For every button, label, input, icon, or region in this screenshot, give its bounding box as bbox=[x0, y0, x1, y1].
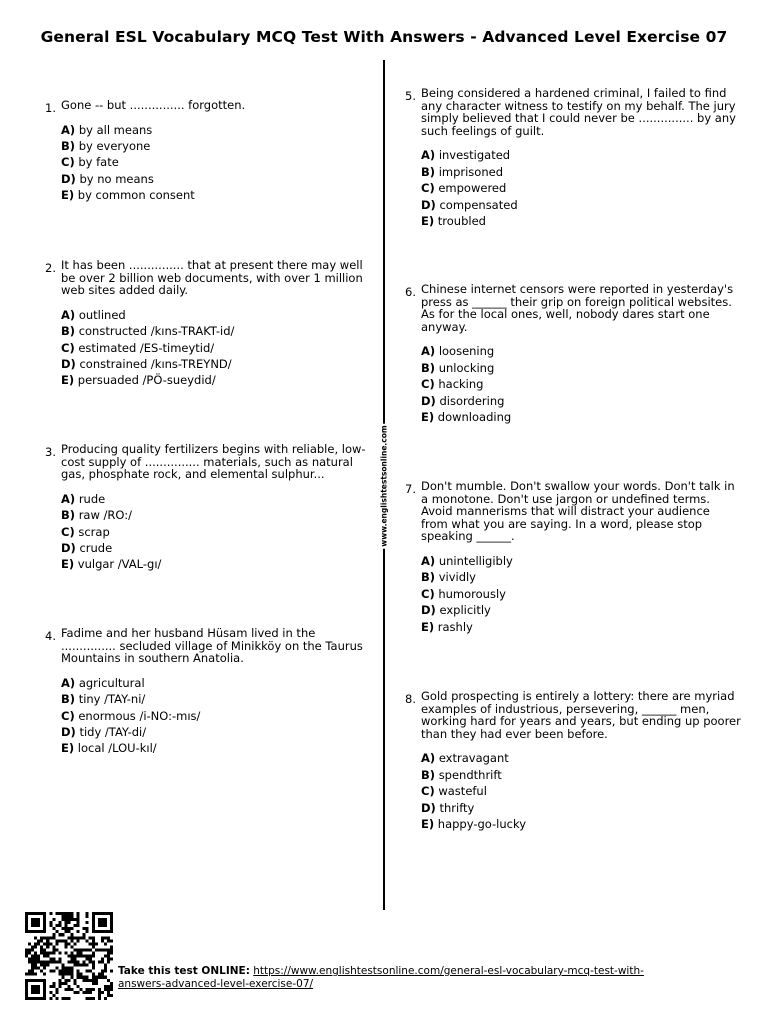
option-text: by no means bbox=[79, 171, 154, 186]
option-text: hacking bbox=[438, 377, 484, 392]
option-item[interactable] bbox=[421, 360, 739, 376]
option-letter: A) bbox=[421, 148, 436, 163]
option-list bbox=[421, 553, 739, 635]
option-letter: D) bbox=[421, 800, 436, 815]
option-item[interactable] bbox=[61, 372, 366, 388]
question-7 bbox=[405, 479, 739, 635]
question-stem: It has been ............... that at present there may well be over 2 billion web documents, with over 1 million web sites added daily. bbox=[61, 258, 363, 298]
option-letter: D) bbox=[61, 724, 76, 739]
option-text: by common consent bbox=[77, 188, 195, 203]
question-number: 3. bbox=[45, 445, 56, 459]
option-item[interactable] bbox=[421, 213, 739, 229]
option-item[interactable] bbox=[421, 409, 739, 425]
option-item[interactable] bbox=[61, 323, 366, 339]
option-letter: A) bbox=[421, 344, 436, 359]
option-text: by all means bbox=[78, 122, 153, 137]
option-letter: E) bbox=[61, 557, 75, 572]
option-text: compensated bbox=[439, 197, 518, 212]
option-item[interactable] bbox=[61, 691, 366, 707]
option-text: unlocking bbox=[438, 360, 495, 375]
option-letter: D) bbox=[61, 540, 76, 555]
option-item[interactable] bbox=[421, 553, 739, 569]
option-text: persuaded /PÖ-sueydid/ bbox=[77, 373, 216, 388]
option-letter: D) bbox=[421, 197, 436, 212]
side-watermark-text: www.englishtestsonline.com bbox=[379, 425, 389, 547]
option-letter: E) bbox=[421, 213, 435, 228]
option-letter: E) bbox=[421, 409, 435, 424]
question-number: 2. bbox=[45, 261, 56, 275]
option-text: local /LOU-kıl/ bbox=[77, 741, 157, 756]
qr-code-icon[interactable] bbox=[25, 912, 113, 1000]
option-text: enormous /i-NO:-mıs/ bbox=[78, 708, 201, 723]
option-letter: D) bbox=[421, 393, 436, 408]
option-text: troubled bbox=[437, 213, 486, 228]
option-item[interactable] bbox=[421, 180, 739, 196]
option-text: constructed /kıns-TRAKT-id/ bbox=[78, 324, 235, 339]
option-text: rude bbox=[78, 491, 106, 506]
question-stem: Fadime and her husband Hüsam lived in the ............... secluded village of Minikköy on the Taurus Mountains in southern Anatolia. bbox=[61, 626, 363, 666]
option-letter: A) bbox=[61, 307, 76, 322]
option-text: constrained /kıns-TREYND/ bbox=[79, 356, 232, 371]
option-letter: D) bbox=[421, 603, 436, 618]
question-stem: Gold prospecting is entirely a lottery: there are myriad examples of industrious, persevering, ______ men, working hard for years and years, but ending up poorer than they had ever been before. bbox=[421, 689, 741, 741]
option-text: disordering bbox=[439, 393, 505, 408]
option-text: empowered bbox=[438, 181, 507, 196]
option-letter: E) bbox=[61, 741, 75, 756]
option-letter: C) bbox=[421, 181, 435, 196]
option-item[interactable] bbox=[421, 800, 741, 816]
option-letter: B) bbox=[61, 138, 76, 153]
option-letter: B) bbox=[61, 692, 76, 707]
option-list bbox=[421, 750, 741, 832]
footer-link[interactable]: https://www.englishtestsonline.com/general-esl-vocabulary-mcq-test-with-answers-advanced-level-exercise-07/ bbox=[118, 965, 644, 990]
option-item[interactable] bbox=[61, 340, 366, 356]
option-item[interactable] bbox=[421, 197, 739, 213]
option-letter: E) bbox=[421, 816, 435, 831]
option-item[interactable] bbox=[421, 602, 739, 618]
option-text: agricultural bbox=[78, 675, 145, 690]
question-number: 7. bbox=[405, 482, 416, 496]
option-text: outlined bbox=[78, 307, 126, 322]
footer bbox=[118, 965, 678, 990]
option-list bbox=[61, 122, 366, 204]
option-letter: A) bbox=[61, 675, 76, 690]
option-letter: E) bbox=[421, 619, 435, 634]
option-item[interactable] bbox=[61, 524, 368, 540]
option-item[interactable] bbox=[61, 740, 366, 756]
question-number: 6. bbox=[405, 285, 416, 299]
question-number: 4. bbox=[45, 629, 56, 643]
option-item[interactable] bbox=[421, 164, 739, 180]
option-text: raw /RO:/ bbox=[78, 508, 132, 523]
option-item[interactable] bbox=[421, 816, 741, 832]
option-item[interactable] bbox=[61, 724, 366, 740]
option-item[interactable] bbox=[61, 540, 368, 556]
option-letter: B) bbox=[421, 360, 436, 375]
option-item[interactable] bbox=[61, 356, 366, 372]
option-item[interactable] bbox=[421, 343, 739, 359]
option-letter: B) bbox=[421, 767, 436, 782]
option-letter: A) bbox=[421, 553, 436, 568]
option-text: rashly bbox=[437, 619, 473, 634]
question-2 bbox=[45, 258, 366, 389]
option-text: by everyone bbox=[78, 138, 151, 153]
question-8 bbox=[405, 689, 741, 832]
option-letter: D) bbox=[61, 356, 76, 371]
option-text: estimated /ES-timeytid/ bbox=[78, 340, 215, 355]
option-item[interactable] bbox=[61, 122, 366, 138]
option-letter: A) bbox=[421, 751, 436, 766]
option-letter: B) bbox=[421, 164, 436, 179]
page-title: General ESL Vocabulary MCQ Test With Answers - Advanced Level Exercise 07 bbox=[40, 28, 728, 46]
option-text: humorously bbox=[438, 586, 506, 601]
option-item[interactable] bbox=[421, 569, 739, 585]
option-letter: B) bbox=[61, 324, 76, 339]
option-item[interactable] bbox=[421, 767, 741, 783]
option-letter: A) bbox=[61, 122, 76, 137]
option-item[interactable] bbox=[61, 556, 368, 572]
option-item[interactable] bbox=[61, 307, 366, 323]
option-item[interactable] bbox=[421, 393, 739, 409]
question-stem: Chinese internet censors were reported in yesterday's press as ______ their grip on foreign political websites. As for the local ones, well, nobody dares start one anyway. bbox=[421, 282, 734, 334]
option-item[interactable] bbox=[61, 675, 366, 691]
option-letter: A) bbox=[61, 491, 76, 506]
option-item[interactable] bbox=[421, 750, 741, 766]
option-letter: E) bbox=[61, 188, 75, 203]
option-text: thrifty bbox=[439, 800, 475, 815]
option-letter: C) bbox=[61, 340, 75, 355]
option-item[interactable] bbox=[421, 147, 739, 163]
option-list bbox=[61, 307, 366, 389]
option-item[interactable] bbox=[421, 783, 741, 799]
option-letter: C) bbox=[61, 708, 75, 723]
option-list bbox=[421, 147, 739, 229]
option-letter: C) bbox=[61, 524, 75, 539]
option-item[interactable] bbox=[61, 138, 366, 154]
option-text: vulgar /VAL-gı/ bbox=[77, 557, 162, 572]
option-list bbox=[61, 675, 366, 757]
option-text: scrap bbox=[78, 524, 110, 539]
question-stem: Being considered a hardened criminal, I failed to find any character witness to testify on my behalf. The jury simply believed that I could never be ............... by any such feelings of guilt. bbox=[421, 86, 736, 138]
question-number: 8. bbox=[405, 692, 416, 706]
option-list bbox=[421, 343, 739, 425]
option-item[interactable] bbox=[421, 376, 739, 392]
option-letter: E) bbox=[61, 373, 75, 388]
option-text: unintelligibly bbox=[438, 553, 513, 568]
option-letter: C) bbox=[421, 586, 435, 601]
option-item[interactable] bbox=[61, 507, 368, 523]
option-text: explicitly bbox=[439, 603, 491, 618]
question-stem: Gone -- but ............... forgotten. bbox=[61, 98, 246, 112]
option-list bbox=[61, 491, 368, 573]
option-letter: B) bbox=[421, 570, 436, 585]
option-text: tidy /TAY-di/ bbox=[79, 724, 147, 739]
option-text: spendthrift bbox=[438, 767, 502, 782]
question-1 bbox=[45, 98, 366, 204]
option-item[interactable] bbox=[61, 708, 366, 724]
question-stem: Producing quality fertilizers begins with reliable, low-cost supply of ............... materials, such as natural gas, phosphate rock, and elemental sulphur... bbox=[61, 442, 366, 482]
option-letter: C) bbox=[421, 784, 435, 799]
option-item[interactable] bbox=[61, 491, 368, 507]
option-letter: C) bbox=[421, 377, 435, 392]
option-item[interactable] bbox=[421, 619, 739, 635]
option-item[interactable] bbox=[61, 171, 366, 187]
question-number: 5. bbox=[405, 89, 416, 103]
question-number: 1. bbox=[45, 101, 56, 115]
question-5 bbox=[405, 86, 739, 229]
option-text: extravagant bbox=[438, 751, 509, 766]
option-text: wasteful bbox=[438, 784, 487, 799]
question-3 bbox=[45, 442, 368, 573]
option-item[interactable] bbox=[421, 586, 739, 602]
question-4 bbox=[45, 626, 366, 757]
option-text: crude bbox=[79, 540, 113, 555]
option-text: imprisoned bbox=[438, 164, 503, 179]
option-letter: B) bbox=[61, 508, 76, 523]
question-6 bbox=[405, 282, 739, 425]
option-text: happy-go-lucky bbox=[437, 816, 527, 831]
option-item[interactable] bbox=[61, 187, 366, 203]
option-letter: D) bbox=[61, 171, 76, 186]
question-stem: Don't mumble. Don't swallow your words. Don't talk in a monotone. Don't use jargon or undefined terms. Avoid mannerisms that will distract your audience from what you are saying. In a word, please stop speaking ______. bbox=[421, 479, 735, 544]
option-item[interactable] bbox=[61, 154, 366, 170]
option-text: investigated bbox=[438, 148, 511, 163]
option-text: downloading bbox=[437, 409, 512, 424]
option-text: by fate bbox=[78, 155, 119, 170]
option-text: tiny /TAY-ni/ bbox=[78, 692, 146, 707]
option-letter: C) bbox=[61, 155, 75, 170]
option-text: loosening bbox=[438, 344, 495, 359]
footer-lead: Take this test ONLINE: bbox=[118, 965, 250, 977]
option-text: vividly bbox=[438, 570, 476, 585]
